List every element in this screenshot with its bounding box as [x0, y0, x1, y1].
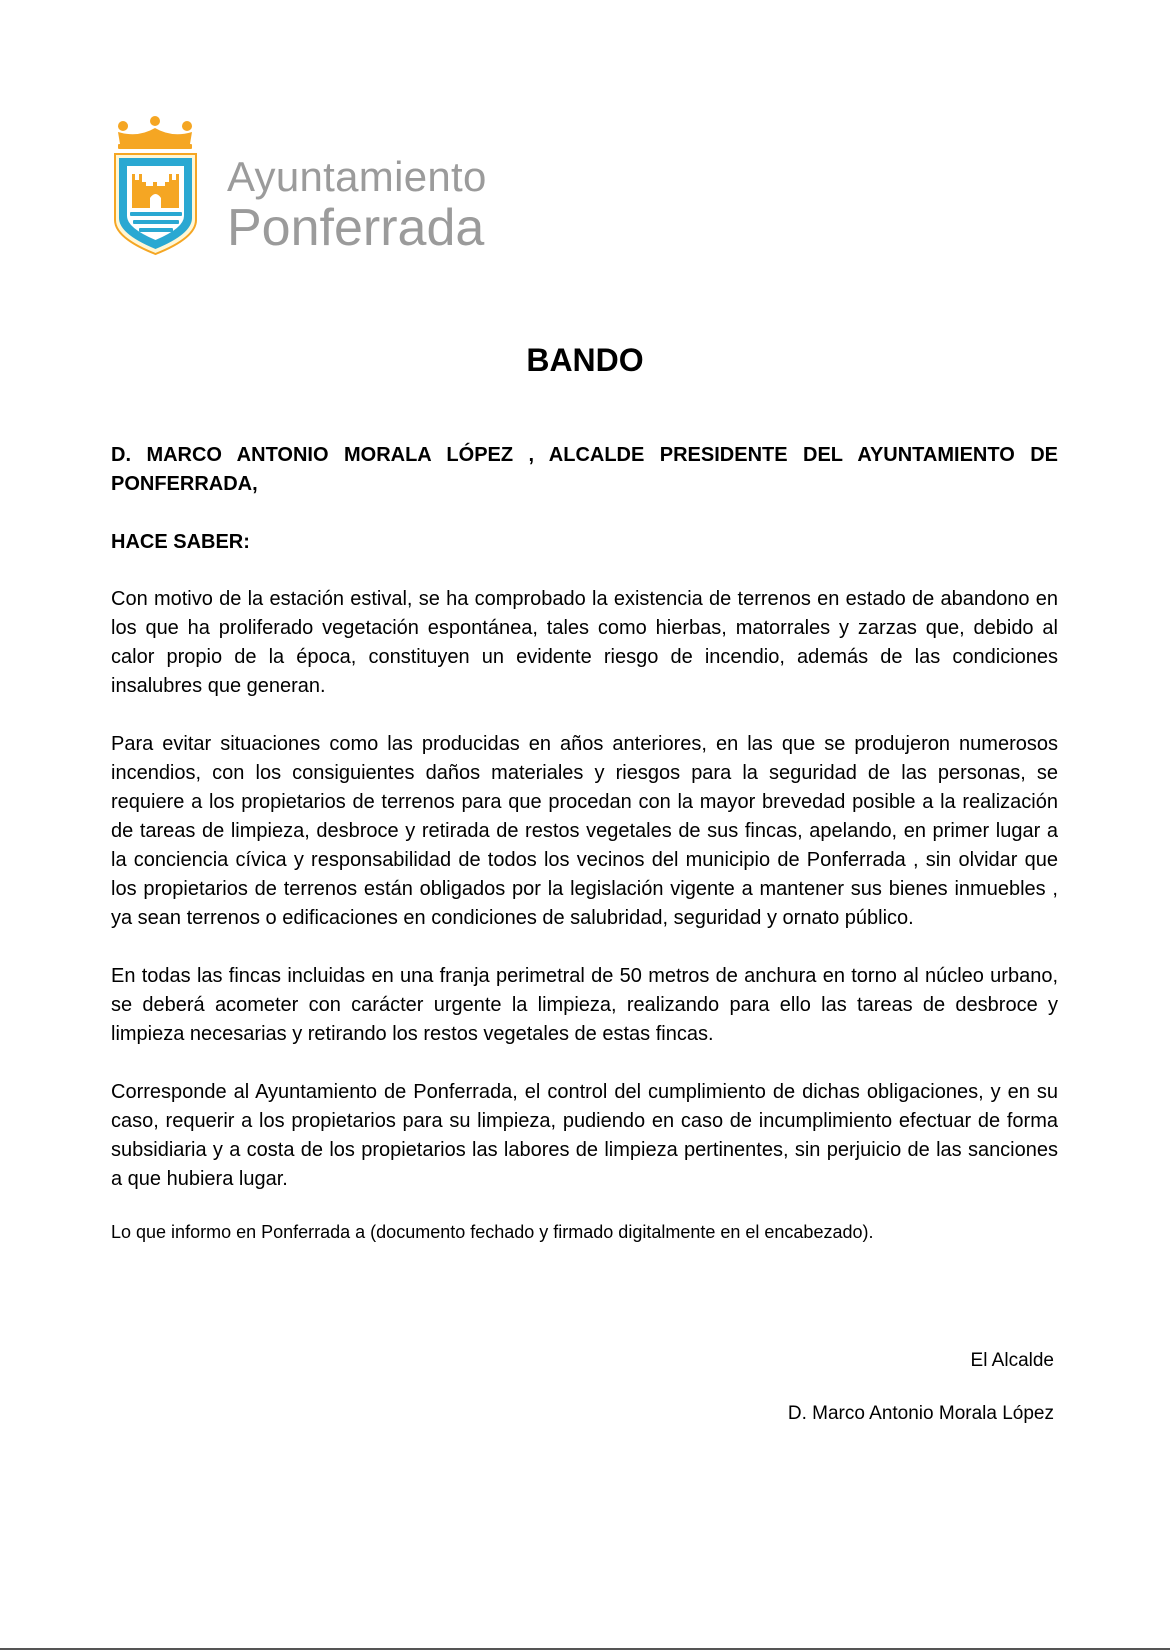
body-paragraph: Para evitar situaciones como las producidas en años anteriores, en las que se produjeron numerosos incendios, con los consiguientes daños materiales y riesgos para la seguridad de las personas, se requiere a los propietarios de terrenos para que procedan con la mayor brevedad posible a la realización de tareas de limpieza, desbroce y retirada de restos vegetales de sus fincas, apelando, en primer lugar a la conciencia cívica y responsabilidad de todos los vecinos del municipio de Ponferrada , sin olvidar que los propietarios de terrenos están obligados por la legislación vigente a mantener sus bienes inmuebles , ya sean terrenos o edificaciones en condiciones de salubridad, seguridad y ornato público.: [111, 733, 1058, 929]
page-bottom-divider: [0, 1648, 1170, 1650]
signature-name: D. Marco Antonio Morala López: [787, 1403, 1054, 1424]
logo-line-ayuntamiento: Ayuntamiento: [227, 153, 487, 200]
document-body: [111, 441, 1058, 1244]
logo-wordmark: [227, 153, 487, 257]
logo-line-ponferrada: Ponferrada: [227, 199, 485, 257]
closing-line: Lo que informo en Ponferrada a (documento fechado y firmado digitalmente en el encabezado).: [111, 1222, 874, 1242]
coat-of-arms-icon: [112, 116, 208, 256]
body-paragraph: Corresponde al Ayuntamiento de Ponferrada, el control del cumplimiento de dichas obligaciones, y en su caso, requerir a los propietarios para su limpieza, pudiendo en caso de incumplimiento efectuar de forma subsidiaria y a costa de los propietarios las labores de limpieza pertinentes, sin perjuicio de las sanciones a que hubiera lugar.: [111, 1081, 1058, 1190]
ayuntamiento-logo: [112, 116, 492, 268]
issuer-line: D. MARCO ANTONIO MORALA LÓPEZ , ALCALDE PRESIDENTE DEL AYUNTAMIENTO DE PONFERRADA,: [111, 444, 1058, 495]
signature-role: El Alcalde: [970, 1350, 1054, 1371]
body-paragraph: Con motivo de la estación estival, se ha comprobado la existencia de terrenos en estado de abandono en los que ha proliferado vegetación espontánea, tales como hierbas, matorrales y zarzas que, debido al calor propio de la época, constituyen un evidente riesgo de incendio, además de las condiciones insalubres que generan.: [111, 588, 1058, 697]
body-paragraph: En todas las fincas incluidas en una franja perimetral de 50 metros de anchura en torno al núcleo urbano, se deberá acometer con carácter urgente la limpieza, realizando para ello las tareas de desbroce y limpieza necesarias y retirando los restos vegetales de estas fincas.: [111, 965, 1058, 1045]
document-title: BANDO: [526, 342, 644, 378]
hace-saber-heading: HACE SABER:: [111, 531, 250, 553]
